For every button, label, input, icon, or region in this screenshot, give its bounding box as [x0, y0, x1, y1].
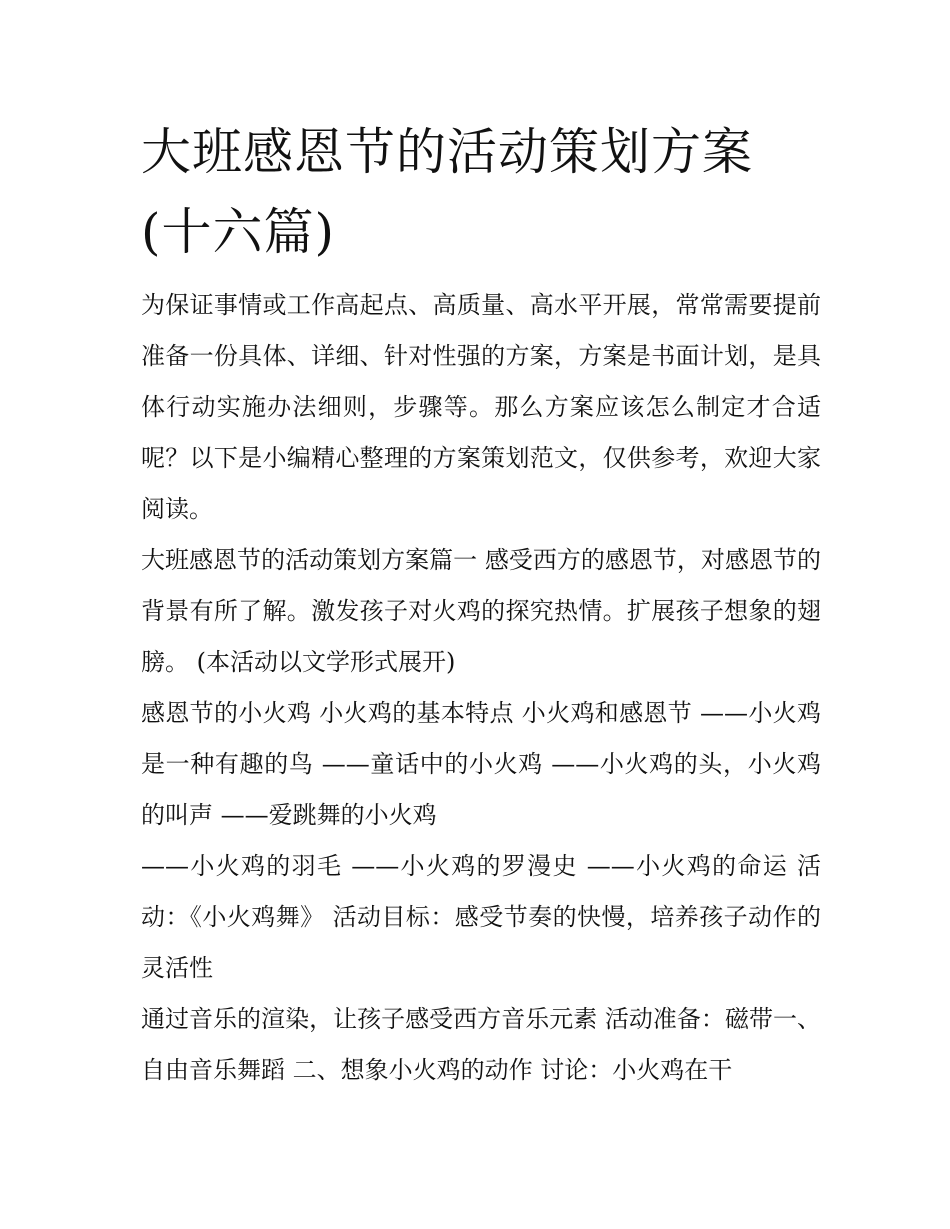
intro-paragraph: 为保证事情或工作高起点、高质量、高水平开展，常常需要提前准备一份具体、详细、针对性强的方案，方案是书面计划，是具体行动实施办法细则，步骤等。那么方案应该怎么制定才合适呢？以下是小编精心整理的方案策划范文，仅供参考，欢迎大家阅读。 — [141, 291, 821, 523]
activity-paragraph: ——小火鸡的羽毛 ——小火鸡的罗漫史 ——小火鸡的命运 活动：《小火鸡舞》 活动目标：感受节奏的快慢，培养孩子动作的灵活性 — [141, 852, 821, 982]
preparation-paragraph: 通过音乐的渲染，让孩子感受西方音乐元素 活动准备：磁带一、自由音乐舞蹈 二、想象小火鸡的动作 讨论：小火鸡在干 — [141, 1005, 821, 1084]
document-body — [141, 280, 821, 1096]
section-one-paragraph: 大班感恩节的活动策划方案篇一 感受西方的感恩节，对感恩节的背景有所了解。激发孩子对火鸡的探究热情。扩展孩子想象的翅膀。 (本活动以文学形式展开) — [141, 546, 821, 676]
outline-paragraph: 感恩节的小火鸡 小火鸡的基本特点 小火鸡和感恩节 ——小火鸡是一种有趣的鸟 ——童话中的小火鸡 ——小火鸡的头，小火鸡的叫声 ——爱跳舞的小火鸡 — [141, 699, 821, 829]
document-title: 大班感恩节的活动策划方案(十六篇) — [141, 123, 753, 261]
